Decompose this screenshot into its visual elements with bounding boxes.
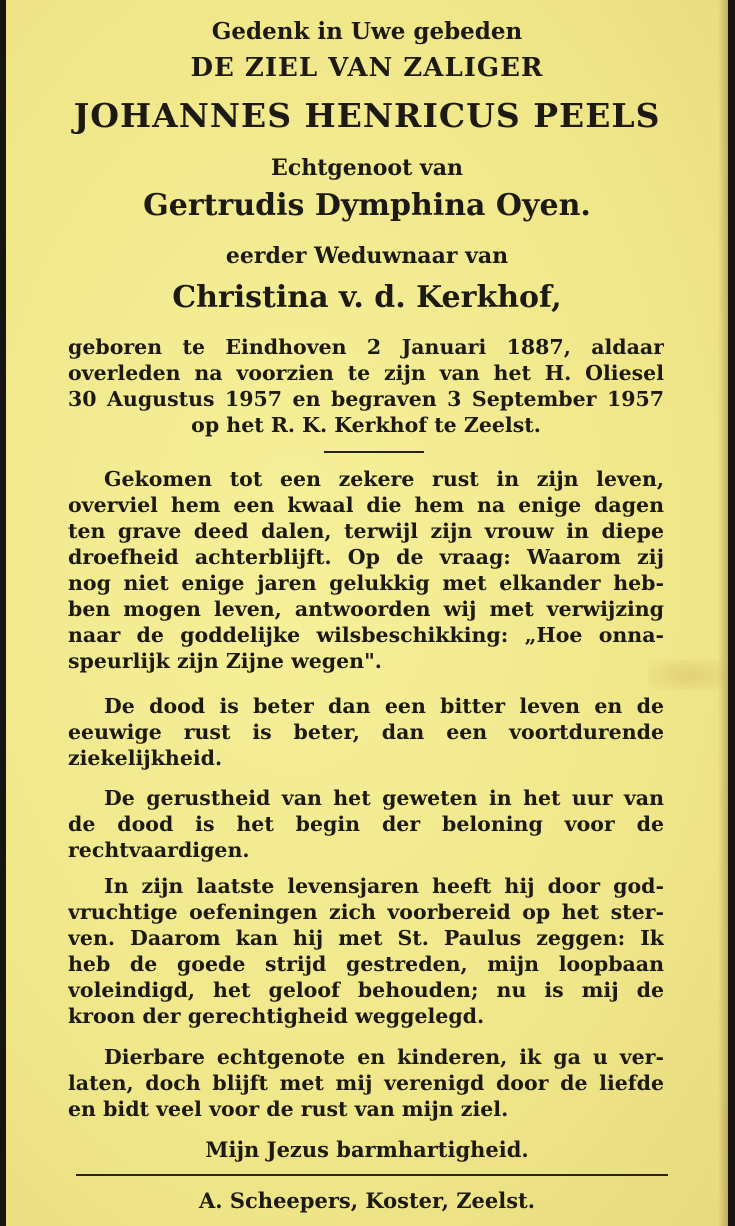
former-spouse-label: eerder Weduwnaar van xyxy=(225,243,509,269)
text-line: naar de goddelijke wilsbeschikking: „Hoe onna- xyxy=(68,623,664,647)
text-line: op het R. K. Kerkhof te Zeelst. xyxy=(191,413,541,437)
text-line: rechtvaardigen. xyxy=(68,838,250,862)
memorial-card xyxy=(6,0,728,1226)
paragraph-3 xyxy=(68,785,664,863)
former-spouse-name: Christina v. d. Kerkhof, xyxy=(172,280,562,315)
text-line: droefheid achterblijft. Op de vraag: Waarom zij xyxy=(68,545,664,569)
text-line: Gekomen tot een zekere rust in zijn leven, xyxy=(104,467,664,491)
paragraph-4 xyxy=(68,873,664,1029)
text-line: De dood is beter dan een bitter leven en de xyxy=(104,694,664,718)
printer-credit: A. Scheepers, Koster, Zeelst. xyxy=(198,1188,536,1213)
spouse-label: Echtgenoot van xyxy=(271,155,463,181)
paragraph-1 xyxy=(68,466,664,674)
prayer-line: Gedenk in Uwe gebeden xyxy=(211,18,523,45)
text-line: ten grave deed dalen, terwijl zijn vrouw in diepe xyxy=(68,519,664,543)
spouse-name: Gertrudis Dymphina Oyen. xyxy=(143,188,591,223)
text-line: In zijn laatste levensjaren heeft hij door god- xyxy=(104,874,664,898)
text-line: ven. Daarom kan hij met St. Paulus zeggen: Ik xyxy=(68,926,664,950)
soul-line: DE ZIEL VAN ZALIGER xyxy=(190,53,544,83)
text-line: de dood is het begin der beloning voor de xyxy=(68,812,664,836)
text-line: geboren te Eindhoven 2 Januari 1887, aldaar xyxy=(68,335,664,359)
text-line: ziekelijkheid. xyxy=(68,746,223,770)
text-line: overviel hem een kwaal die hem na enige dagen xyxy=(68,493,664,517)
text-line: De gerustheid van het geweten in het uur van xyxy=(104,786,664,810)
text-line: kroon der gerechtigheid weggelegd. xyxy=(68,1004,485,1028)
text-line: ben mogen leven, antwoorden wij met verwijzing xyxy=(68,597,664,621)
closing-prayer: Mijn Jezus barmhartigheid. xyxy=(205,1137,529,1162)
text-line: 30 Augustus 1957 en begraven 3 September 1957 xyxy=(68,387,664,411)
text-line: en bidt veel voor de rust van mijn ziel. xyxy=(68,1097,509,1121)
birth-death-block xyxy=(68,334,664,438)
divider-short xyxy=(324,451,424,453)
text-line: speurlijk zijn Zijne wegen". xyxy=(68,649,382,673)
divider-long xyxy=(76,1174,668,1176)
text-line: Dierbare echtgenote en kinderen, ik ga u ver- xyxy=(104,1045,664,1069)
text-line: laten, doch blijft met mij verenigd door de liefde xyxy=(68,1071,664,1095)
text-line: vruchtige oefeningen zich voorbereid op het ster- xyxy=(68,900,664,924)
deceased-name: JOHANNES HENRICUS PEELS xyxy=(73,96,661,135)
text-line: nog niet enige jaren gelukkig met elkander heb- xyxy=(68,571,664,595)
paragraph-5 xyxy=(68,1044,664,1122)
text-line: voleindigd, het geloof behouden; nu is mij de xyxy=(68,978,664,1002)
card-edge xyxy=(718,0,728,1226)
text-line: heb de goede strijd gestreden, mijn loopbaan xyxy=(68,952,664,976)
text-line: overleden na voorzien te zijn van het H. Oliesel xyxy=(68,361,664,385)
text-line: eeuwige rust is beter, dan een voortdurende xyxy=(68,720,664,744)
paragraph-2 xyxy=(68,693,664,771)
